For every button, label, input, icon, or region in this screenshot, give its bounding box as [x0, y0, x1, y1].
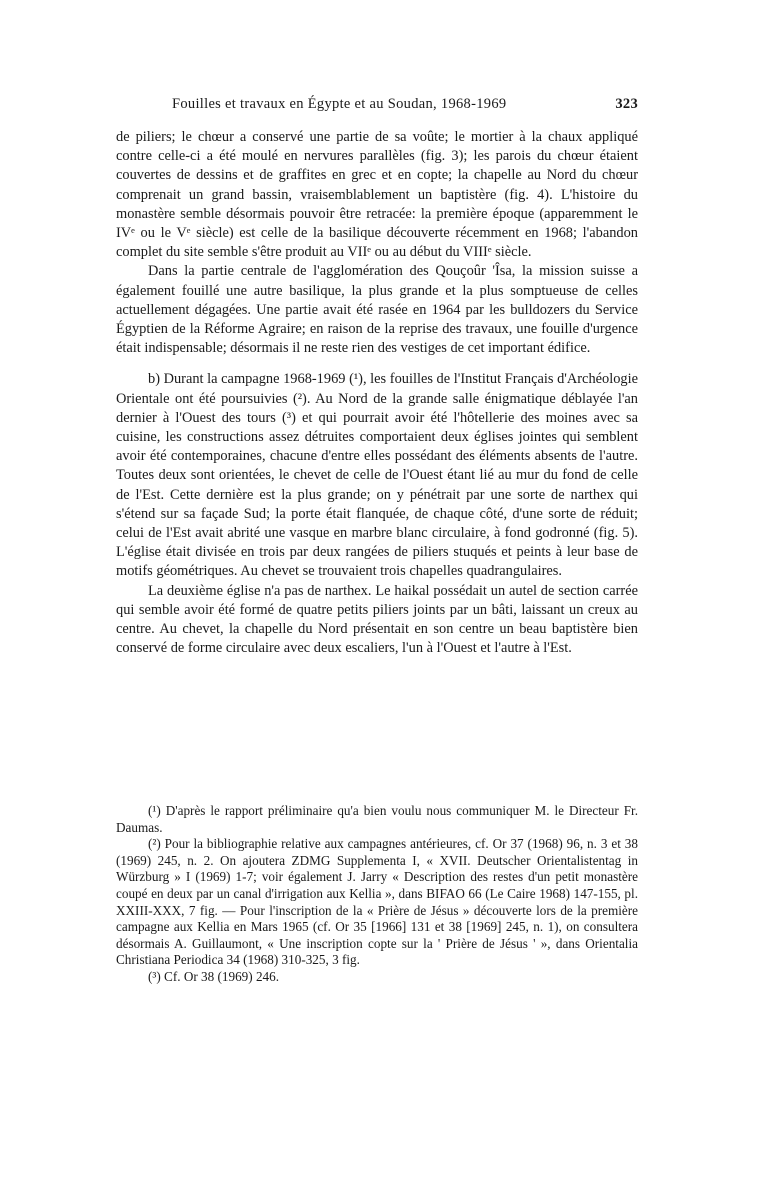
paragraph: Dans la partie centrale de l'agglomération des Qouçoûr 'Îsa, la mission suisse a également fouillé une autre basilique, la plus grande et la plus somptueuse de celles actuellement dégagées. Une partie avait été rasée en 1964 par les bulldozers du Service Égyptien de la Réforme Agraire; en raison de la reprise des travaux, une fouille d'urgence était indispensable; désormais il ne reste rien des vestiges de cet important édifice.: [116, 263, 638, 357]
page-number: 323: [615, 96, 638, 112]
paragraph: La deuxième église n'a pas de narthex. Le haikal possédait un autel de section carrée qui semble avoir été formé de quatre petits piliers joints par un bâti, laissant un creux au centre. Au chevet, la chapelle du Nord présentait en son centre un beau baptistère bien conservé de forme circulaire avec deux escaliers, l'un à l'Ouest et l'autre à l'Est.: [116, 582, 638, 657]
paragraph: de piliers; le chœur a conservé une partie de sa voûte; le mortier à la chaux appliqué contre celle-ci a été moulé en nervures parallèles (fig. 3); les parois du chœur étaient couvertes de dessins et de graffites en grec et en copte; la chapelle au Nord du chœur comprenait un grand bassin, vraisemblablement un baptistère (fig. 4). L'histoire du monastère semble désormais pouvoir être retracée: la première époque (apparemment le IVᵉ ou le Vᵉ siècle) est celle de la basilique découverte récemment en 1968; l'abandon complet du site semble s'être produit au VIIᵉ ou au début du VIIIᵉ siècle.: [116, 129, 638, 261]
footnote: (³) Cf. Or 38 (1969) 246.: [148, 968, 280, 984]
running-title: Fouilles et travaux en Égypte et au Soudan, 1968-1969: [172, 96, 507, 112]
paragraph: b) Durant la campagne 1968-1969 (¹), les fouilles de l'Institut Français d'Archéologie Orientale ont été poursuivies (²). Au Nord de la grande salle énigmatique déblayée l'an dernier à l'Ouest des tours (³) et qui pourrait avoir été l'hôtellerie des moines avec sa cuisine, les constructions assez détruites comportaient deux églises jointes qui semblent avoir été contemporaines, chacune d'entre elles possédant des éléments absents de l'autre. Toutes deux sont orientées, le chevet de celle de l'Ouest étant lié au mur du fond de celle de l'Est. Cette dernière est la plus grande; on y pénétrait par une sorte de narthex qui s'étend sur sa façade Sud; la porte était flanquée, de chaque côté, d'une sorte de réduit; celui de l'Est avait abrité une vasque en marbre blanc circulaire, à fond godronné (fig. 5). L'église était divisée en trois par deux rangées de piliers stuqués et peints à leur base de motifs géométriques. Au chevet se trouvaient trois chapelles quadrangulaires.: [116, 371, 638, 580]
footnote: (¹) D'après le rapport préliminaire qu'a bien voulu nous communiquer M. le Directeur Fr. Daumas.: [116, 803, 638, 835]
body-text: [116, 128, 638, 658]
page: [116, 96, 638, 984]
running-head: [116, 96, 638, 120]
footnotes: [116, 803, 638, 986]
footnote: (²) Pour la bibliographie relative aux campagnes antérieures, cf. Or 37 (1968) 96, n. 3 et 38 (1969) 245, n. 2. On ajoutera ZDMG Supplementa I, « XVII. Deutscher Orientalistentag in Würzburg » I (1969) 1-7; voir également J. Jarry « Description des restes d'un petit monastère coupé en deux par un canal d'irrigation aux Kellia », dans BIFAO 66 (Le Caire 1968) 147-155, pl. XXIII-XXX, 7 fig. — Pour l'inscription de la « Prière de Jésus » découverte lors de la première campagne aux Kellia en Mars 1965 (cf. Or 35 [1966] 131 et 38 [1969] 245, n. 1), on consultera désormais A. Guillaumont, « Une inscription copte sur la ' Prière de Jésus ' », dans Orientalia Christiana Periodica 34 (1968) 310-325, 3 fig.: [116, 836, 638, 968]
